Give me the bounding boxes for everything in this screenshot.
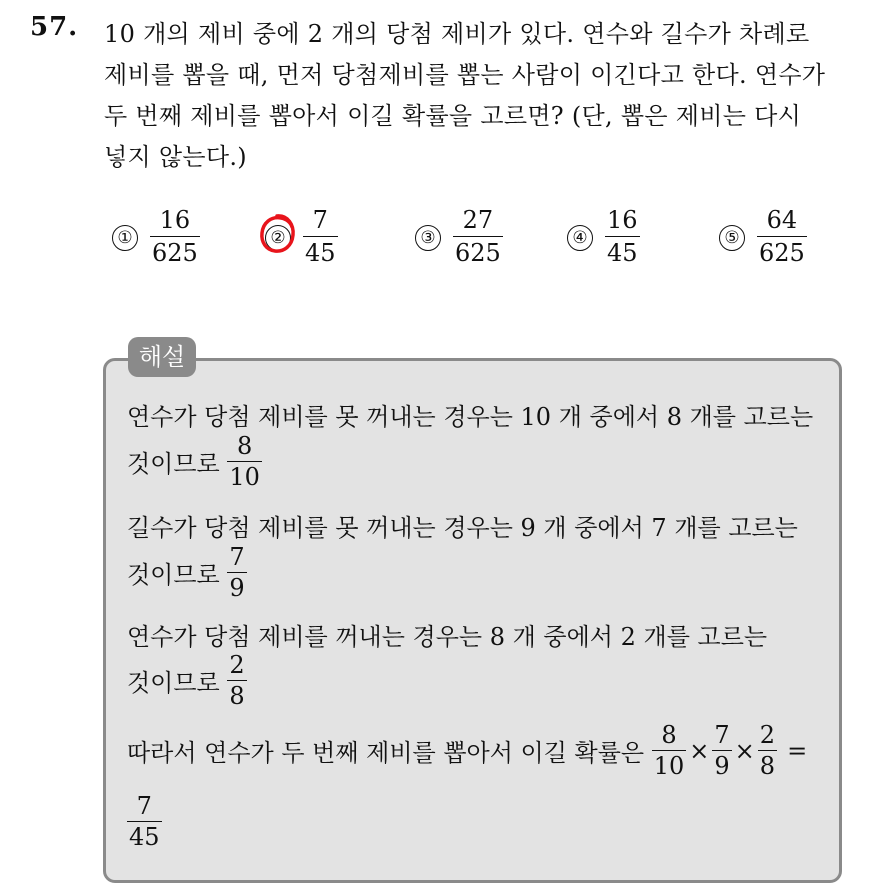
fraction-bar (605, 236, 640, 237)
solution-line-5: 연수가 당첨 제비를 꺼내는 경우는 8 개 중에서 2 개를 고르는 (127, 623, 768, 651)
times-sign: × (689, 736, 710, 765)
fraction-8-10 (652, 721, 687, 780)
fraction-numerator: 2 (759, 721, 776, 749)
solution-line-6 (127, 651, 247, 710)
fraction-bar (453, 236, 503, 237)
solution-text: 것이므로 (127, 450, 220, 478)
fraction-numerator: 8 (237, 432, 253, 460)
fraction-bar (652, 750, 687, 751)
solution-line-7 (127, 721, 810, 780)
choice-fraction (303, 205, 338, 268)
fraction-numerator: 2 (229, 651, 245, 679)
fraction-bar (227, 572, 246, 573)
choice-number: ④ (567, 225, 593, 251)
question-line: 넣지 않는다.) (104, 143, 247, 171)
fraction-denominator: 9 (229, 574, 245, 602)
fraction-numerator: 7 (136, 792, 152, 820)
choice-number: ① (112, 225, 138, 251)
fraction-2-8 (758, 721, 777, 780)
choice-number: ③ (415, 225, 441, 251)
choice-number: ⑤ (719, 225, 745, 251)
fraction-7-9 (712, 721, 731, 780)
fraction-denominator: 625 (455, 239, 501, 267)
solution-line-1: 연수가 당첨 제비를 못 꺼내는 경우는 10 개 중에서 8 개를 고르는 (127, 403, 814, 431)
solution-text: 따라서 연수가 두 번째 제비를 뽑아서 이길 확률은 (127, 739, 645, 767)
fraction-denominator: 8 (229, 682, 245, 710)
fraction-bar (150, 236, 200, 237)
equals-sign: = (787, 736, 808, 765)
fraction-denominator: 9 (714, 752, 730, 780)
fraction-7-9 (227, 543, 246, 602)
question-line: 두 번째 제비를 뽑아서 이길 확률을 고르면? (단, 뽑은 제비는 다시 (104, 102, 802, 130)
question-line: 10 개의 제비 중에 2 개의 당첨 제비가 있다. 연수와 길수가 차례로 (104, 20, 810, 48)
answer-mark-icon (257, 212, 297, 256)
solution-text: 것이므로 (127, 669, 220, 697)
choice-fraction (605, 205, 640, 268)
fraction-numerator: 27 (462, 206, 494, 234)
question-text (104, 14, 864, 178)
fraction-bar (757, 236, 807, 237)
times-sign: × (734, 736, 755, 765)
fraction-2-8 (227, 651, 246, 710)
fraction-numerator: 64 (766, 206, 798, 234)
fraction-denominator: 10 (653, 752, 685, 780)
fraction-bar (127, 821, 162, 822)
question-line: 제비를 뽑을 때, 먼저 당첨제비를 뽑는 사람이 이긴다고 한다. 연수가 (104, 61, 826, 89)
question-number: 57. (30, 12, 79, 42)
fraction-7-45 (127, 792, 162, 851)
fraction-8-10 (227, 432, 262, 491)
fraction-bar (227, 680, 246, 681)
solution-line-3: 길수가 당첨 제비를 못 꺼내는 경우는 9 개 중에서 7 개를 고르는 (127, 514, 798, 542)
choice-number: ② (265, 225, 291, 251)
solution-result (127, 792, 162, 851)
fraction-numerator: 7 (312, 206, 328, 234)
fraction-denominator: 45 (129, 823, 160, 851)
fraction-numerator: 16 (607, 206, 638, 234)
fraction-bar (712, 750, 731, 751)
fraction-denominator: 45 (305, 239, 336, 267)
fraction-denominator: 10 (229, 463, 260, 491)
solution-text: 것이므로 (127, 561, 220, 589)
solution-line-2 (127, 432, 262, 491)
fraction-bar (303, 236, 338, 237)
fraction-numerator: 7 (229, 543, 245, 571)
solution-tag: 해설 (128, 337, 196, 377)
fraction-bar (758, 750, 777, 751)
solution-line-4 (127, 543, 247, 602)
fraction-denominator: 45 (607, 239, 638, 267)
fraction-denominator: 625 (152, 239, 198, 267)
fraction-numerator: 7 (714, 721, 730, 749)
choice-fraction (150, 205, 200, 268)
fraction-numerator: 8 (661, 721, 677, 749)
fraction-denominator: 8 (759, 752, 776, 780)
fraction-denominator: 625 (759, 239, 805, 267)
choice-fraction (453, 205, 503, 268)
fraction-numerator: 16 (159, 206, 191, 234)
fraction-bar (227, 461, 262, 462)
choice-fraction (757, 205, 807, 268)
